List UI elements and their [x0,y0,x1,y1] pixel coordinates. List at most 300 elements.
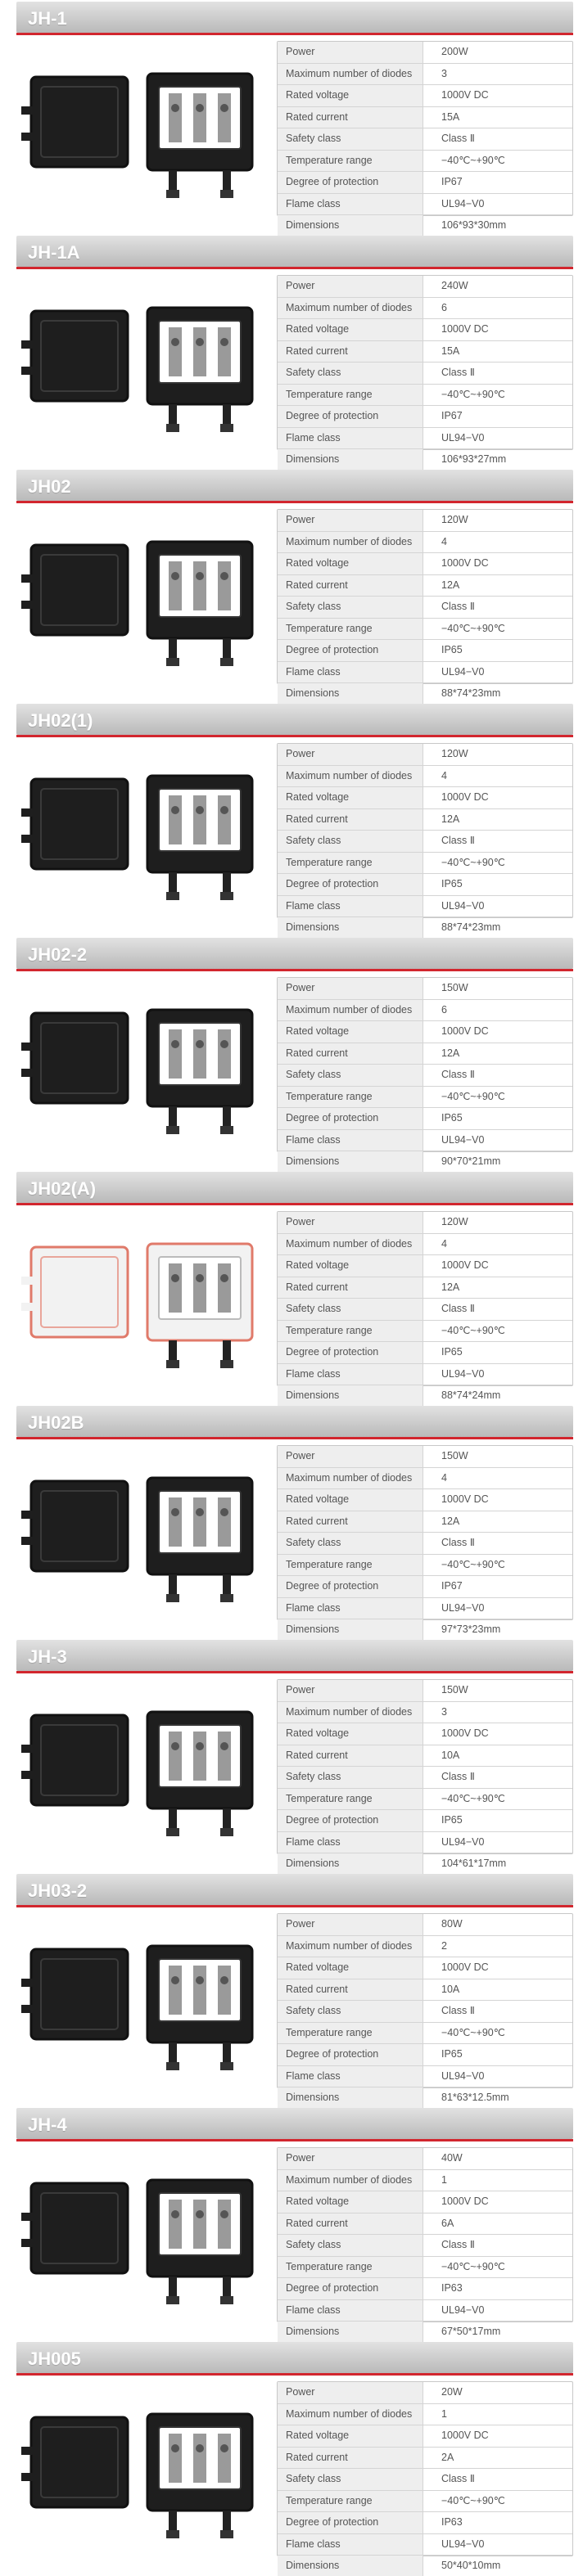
spec-label: Power [278,1914,423,1935]
spec-value: Class Ⅱ [441,2239,475,2250]
spec-label: Temperature range [278,853,423,874]
spec-value: 104*61*17mm [441,1858,507,1869]
spec-label: Degree of protection [278,874,423,895]
product-section [0,2,583,231]
product-section [0,1172,583,1401]
spec-value: Class Ⅱ [441,2473,475,2484]
spec-value: UL94−V0 [441,1133,485,1146]
spec-label: Dimensions [278,2322,423,2344]
product-photo [16,1913,269,2088]
spec-row-rated-current [278,2213,572,2236]
spec-label: Power [278,744,423,765]
spec-row-dimensions [278,1853,572,1876]
spec-row-temperature-range [278,619,572,641]
spec-label: Maximum number of diodes [278,2170,423,2191]
spec-value: Class Ⅱ [441,1771,475,1782]
spec-row-dimensions [278,449,572,471]
spec-row-dimensions [278,917,572,939]
spec-label: Dimensions [278,683,423,705]
spec-value: 1000V DC [441,2195,489,2207]
spec-value: −40℃~+90℃ [441,622,505,634]
model-header [16,1874,573,1905]
spec-row-degree-of-protection [278,1108,572,1130]
spec-value: 4 [441,535,447,547]
spec-value: 106*93*30mm [441,219,507,231]
spec-value: 120W [441,748,468,759]
product-section [0,2342,583,2571]
model-title: JH03-2 [28,1880,88,1901]
product-image-junction-box-black-rect [16,509,269,684]
product-image-junction-box-black-small [16,2147,269,2322]
spec-row-rated-current [278,809,572,831]
spec-label: Safety class [278,363,423,384]
header-divider [16,1671,573,1673]
spec-row-flame-class [278,194,572,216]
spec-label: Rated voltage [278,1021,423,1043]
spec-row-max-diodes [278,1468,572,1490]
product-section [0,236,583,465]
spec-value: −40℃~+90℃ [441,1090,505,1102]
spec-label: Power [278,276,423,297]
spec-label: Maximum number of diodes [278,766,423,787]
header-divider [16,1905,573,1907]
spec-table [277,1679,573,1869]
model-header [16,1406,573,1437]
header-divider [16,267,573,269]
spec-row-max-diodes [278,1234,572,1256]
spec-label: Flame class [278,1832,423,1853]
spec-label: Degree of protection [278,406,423,427]
spec-value: 106*93*27mm [441,453,507,465]
spec-row-safety-class [278,597,572,619]
spec-value: UL94−V0 [441,2069,485,2082]
spec-label: Rated voltage [278,553,423,574]
spec-table [277,977,573,1167]
spec-value: 12A [441,1047,460,1059]
model-title: JH-4 [28,2114,67,2135]
spec-label: Dimensions [278,1385,423,1407]
spec-label: Rated voltage [278,1255,423,1277]
spec-value: IP67 [441,176,463,187]
spec-row-rated-voltage [278,2191,572,2213]
spec-label: Temperature range [278,1789,423,1810]
spec-row-flame-class [278,1832,572,1854]
spec-row-rated-voltage [278,1255,572,1277]
spec-label: Dimensions [278,2087,423,2110]
spec-row-rated-current [278,1511,572,1533]
spec-label: Rated voltage [278,319,423,340]
product-section [0,704,583,933]
spec-label: Degree of protection [278,2278,423,2299]
spec-label: Power [278,510,423,531]
spec-row-dimensions [278,683,572,705]
spec-label: Flame class [278,662,423,683]
spec-value: −40℃~+90℃ [441,388,505,400]
spec-label: Rated current [278,1277,423,1299]
product-image-junction-box-black-rect [16,743,269,918]
spec-row-safety-class [278,363,572,385]
spec-label: Degree of protection [278,1342,423,1363]
spec-label: Maximum number of diodes [278,1234,423,1255]
model-title: JH02(1) [28,710,93,731]
spec-row-degree-of-protection [278,1810,572,1832]
product-image-junction-box-black-flat [16,1913,269,2088]
spec-row-degree-of-protection [278,172,572,194]
spec-label: Flame class [278,2300,423,2322]
spec-value: 200W [441,46,468,57]
product-image-junction-box-transparent [16,1211,269,1386]
spec-label: Rated voltage [278,1957,423,1979]
spec-value: 240W [441,280,468,291]
spec-table [277,2381,573,2571]
spec-value: 1000V DC [441,323,489,335]
spec-value: 40W [441,2152,463,2164]
spec-value: IP65 [441,1112,463,1124]
spec-value: 1000V DC [441,1493,489,1505]
spec-row-dimensions [278,2087,572,2110]
spec-label: Safety class [278,1299,423,1320]
spec-row-rated-voltage [278,1021,572,1043]
spec-label: Rated voltage [278,2425,423,2447]
spec-row-rated-current [278,1979,572,2002]
spec-value: Class Ⅱ [441,133,475,144]
spec-row-power [278,1212,572,1234]
spec-label: Rated voltage [278,85,423,106]
spec-label: Rated current [278,1979,423,2001]
spec-label: Maximum number of diodes [278,1468,423,1489]
spec-row-max-diodes [278,1000,572,1022]
spec-row-max-diodes [278,532,572,554]
spec-label: Power [278,1212,423,1233]
spec-row-degree-of-protection [278,2512,572,2534]
spec-row-flame-class [278,1364,572,1386]
spec-value: 150W [441,1684,468,1696]
model-title: JH-1 [28,8,67,29]
spec-row-safety-class [278,1767,572,1789]
spec-label: Degree of protection [278,172,423,193]
spec-label: Rated current [278,809,423,831]
model-header [16,2,573,33]
model-header [16,938,573,969]
spec-label: Rated current [278,1511,423,1533]
spec-value: Class Ⅱ [441,1303,475,1314]
spec-value: 1000V DC [441,1961,489,1973]
spec-label: Temperature range [278,151,423,172]
spec-value: UL94−V0 [441,197,485,209]
spec-row-temperature-range [278,2491,572,2513]
spec-row-flame-class [278,662,572,684]
product-photo [16,1445,269,1620]
spec-value: 3 [441,67,447,79]
spec-table [277,41,573,231]
spec-label: Temperature range [278,1087,423,1108]
spec-label: Maximum number of diodes [278,298,423,319]
spec-label: Degree of protection [278,1108,423,1129]
spec-label: Temperature range [278,2491,423,2512]
model-title: JH-3 [28,1646,67,1667]
product-photo [16,977,269,1152]
spec-value: 10A [441,1749,460,1761]
spec-value: −40℃~+90℃ [441,1324,505,1336]
spec-label: Rated current [278,1043,423,1065]
spec-value: 1000V DC [441,1025,489,1037]
spec-row-temperature-range [278,2023,572,2045]
spec-value: 1000V DC [441,89,489,101]
spec-label: Safety class [278,2469,423,2490]
spec-value: UL94−V0 [441,2538,485,2550]
spec-value: −40℃~+90℃ [441,2494,505,2506]
spec-value: 80W [441,1918,463,1930]
spec-label: Dimensions [278,449,423,471]
spec-value: 4 [441,1237,447,1250]
spec-row-dimensions [278,215,572,237]
product-section [0,1406,583,1635]
spec-row-safety-class [278,2001,572,2023]
spec-table [277,743,573,933]
spec-value: 150W [441,1450,468,1461]
spec-value: 97*73*23mm [441,1624,501,1635]
spec-value: Class Ⅱ [441,1069,475,1080]
product-photo [16,1679,269,1854]
spec-row-temperature-range [278,385,572,407]
spec-label: Maximum number of diodes [278,532,423,553]
spec-row-max-diodes [278,2404,572,2426]
spec-value: IP65 [441,2048,463,2060]
model-title: JH005 [28,2349,81,2369]
product-photo [16,275,269,450]
spec-label: Rated current [278,575,423,597]
spec-row-safety-class [278,2235,572,2257]
spec-value: 3 [441,1705,447,1718]
spec-label: Dimensions [278,1853,423,1876]
spec-label: Flame class [278,896,423,917]
spec-row-power [278,2382,572,2404]
product-photo [16,509,269,684]
spec-value: IP65 [441,1346,463,1358]
spec-value: 4 [441,1471,447,1484]
product-section [0,1640,583,1869]
spec-value: −40℃~+90℃ [441,1792,505,1804]
spec-label: Rated current [278,1745,423,1767]
spec-label: Flame class [278,428,423,449]
spec-value: 12A [441,813,460,825]
spec-row-temperature-range [278,151,572,173]
spec-row-temperature-range [278,2257,572,2279]
spec-row-degree-of-protection [278,1576,572,1598]
spec-label: Rated voltage [278,2191,423,2213]
spec-label: Power [278,42,423,63]
spec-row-temperature-range [278,1789,572,1811]
spec-row-flame-class [278,2534,572,2556]
model-header [16,2108,573,2139]
spec-row-flame-class [278,428,572,450]
spec-value: 1 [441,2407,447,2420]
model-header [16,236,573,267]
spec-label: Safety class [278,1065,423,1086]
spec-value: 88*74*23mm [441,687,501,699]
spec-value: Class Ⅱ [441,601,475,612]
model-title: JH02-2 [28,944,88,965]
spec-value: 120W [441,1216,468,1227]
spec-value: −40℃~+90℃ [441,2026,505,2038]
spec-value: −40℃~+90℃ [441,856,505,868]
spec-value: UL94−V0 [441,431,485,444]
spec-value: 50*40*10mm [441,2560,501,2571]
spec-row-degree-of-protection [278,1342,572,1364]
header-divider [16,969,573,971]
spec-label: Dimensions [278,1151,423,1173]
spec-row-dimensions [278,1619,572,1642]
spec-value: UL94−V0 [441,1367,485,1380]
spec-label: Maximum number of diodes [278,2404,423,2425]
spec-value: −40℃~+90℃ [441,154,505,166]
model-title: JH02(A) [28,1178,97,1199]
spec-value: IP67 [441,1580,463,1592]
spec-label: Maximum number of diodes [278,1702,423,1723]
spec-value: UL94−V0 [441,1835,485,1848]
spec-row-rated-voltage [278,1957,572,1979]
spec-row-degree-of-protection [278,2278,572,2300]
spec-label: Safety class [278,128,423,150]
spec-value: IP63 [441,2516,463,2528]
spec-row-degree-of-protection [278,2044,572,2066]
spec-row-temperature-range [278,1087,572,1109]
spec-value: 4 [441,769,447,781]
spec-row-power [278,42,572,64]
spec-value: −40℃~+90℃ [441,2260,505,2272]
spec-row-power [278,744,572,766]
spec-label: Rated voltage [278,1489,423,1511]
spec-label: Temperature range [278,2257,423,2278]
spec-label: Dimensions [278,1619,423,1642]
product-photo [16,2147,269,2322]
spec-row-power [278,1914,572,1936]
product-image-junction-box-black-square [16,41,269,216]
spec-value: 81*63*12.5mm [441,2092,509,2103]
spec-row-power [278,1446,572,1468]
spec-value: IP65 [441,1814,463,1826]
product-image-junction-box-black-rect [16,977,269,1152]
spec-label: Safety class [278,2235,423,2256]
spec-value: UL94−V0 [441,2304,485,2316]
spec-label: Flame class [278,194,423,215]
spec-label: Dimensions [278,215,423,237]
spec-row-flame-class [278,2066,572,2088]
spec-value: IP63 [441,2282,463,2294]
product-section [0,1874,583,2103]
product-section [0,2108,583,2337]
spec-value: 10A [441,1983,460,1995]
spec-row-safety-class [278,1065,572,1087]
spec-value: 12A [441,1515,460,1527]
model-header [16,1640,573,1671]
spec-value: 1 [441,2173,447,2186]
spec-value: 67*50*17mm [441,2326,501,2337]
spec-row-dimensions [278,2322,572,2344]
spec-label: Power [278,2382,423,2403]
spec-value: 15A [441,345,460,357]
spec-value: 2 [441,1939,447,1952]
spec-label: Power [278,1680,423,1701]
spec-label: Temperature range [278,619,423,640]
spec-value: Class Ⅱ [441,367,475,378]
product-image-junction-box-black-small [16,2381,269,2556]
spec-value: UL94−V0 [441,899,485,912]
spec-row-rated-current [278,575,572,597]
spec-value: 1000V DC [441,791,489,803]
spec-label: Flame class [278,2066,423,2087]
spec-row-degree-of-protection [278,406,572,428]
spec-value: 20W [441,2386,463,2398]
spec-row-max-diodes [278,1702,572,1724]
spec-row-dimensions [278,1385,572,1407]
spec-value: 12A [441,579,460,591]
spec-value: IP67 [441,410,463,421]
spec-value: UL94−V0 [441,665,485,678]
model-header [16,704,573,735]
spec-row-temperature-range [278,1321,572,1343]
header-divider [16,1203,573,1205]
spec-row-dimensions [278,1151,572,1173]
spec-row-power [278,1680,572,1702]
spec-label: Temperature range [278,1555,423,1576]
spec-table [277,275,573,465]
spec-row-flame-class [278,1130,572,1152]
product-image-junction-box-black-rect [16,1445,269,1620]
model-header [16,2342,573,2373]
spec-label: Safety class [278,597,423,618]
spec-value: 150W [441,982,468,993]
spec-value: 6 [441,301,447,313]
model-title: JH-1A [28,242,80,263]
spec-row-power [278,510,572,532]
spec-table [277,1913,573,2103]
spec-row-max-diodes [278,1936,572,1958]
spec-value: 2A [441,2451,454,2463]
spec-label: Flame class [278,1130,423,1151]
spec-label: Power [278,2148,423,2169]
spec-row-max-diodes [278,766,572,788]
spec-label: Power [278,1446,423,1467]
model-title: JH02 [28,476,71,497]
spec-label: Rated voltage [278,1723,423,1745]
spec-value: −40℃~+90℃ [441,1558,505,1570]
spec-table [277,2147,573,2337]
spec-label: Temperature range [278,1321,423,1342]
header-divider [16,735,573,737]
spec-row-temperature-range [278,853,572,875]
spec-label: Maximum number of diodes [278,1000,423,1021]
spec-row-dimensions [278,2556,572,2576]
product-photo [16,1211,269,1386]
spec-row-degree-of-protection [278,640,572,662]
spec-value: IP65 [441,644,463,655]
spec-value: 1000V DC [441,1727,489,1739]
spec-row-rated-voltage [278,1723,572,1745]
header-divider [16,2139,573,2141]
spec-value: 1000V DC [441,2430,489,2441]
spec-row-rated-voltage [278,1489,572,1511]
spec-value: 15A [441,110,460,123]
spec-row-rated-current [278,2448,572,2470]
spec-table [277,1445,573,1635]
spec-row-rated-voltage [278,2425,572,2448]
spec-row-safety-class [278,128,572,151]
spec-value: Class Ⅱ [441,1537,475,1548]
spec-row-safety-class [278,1533,572,1555]
spec-row-flame-class [278,2300,572,2322]
header-divider [16,1437,573,1439]
